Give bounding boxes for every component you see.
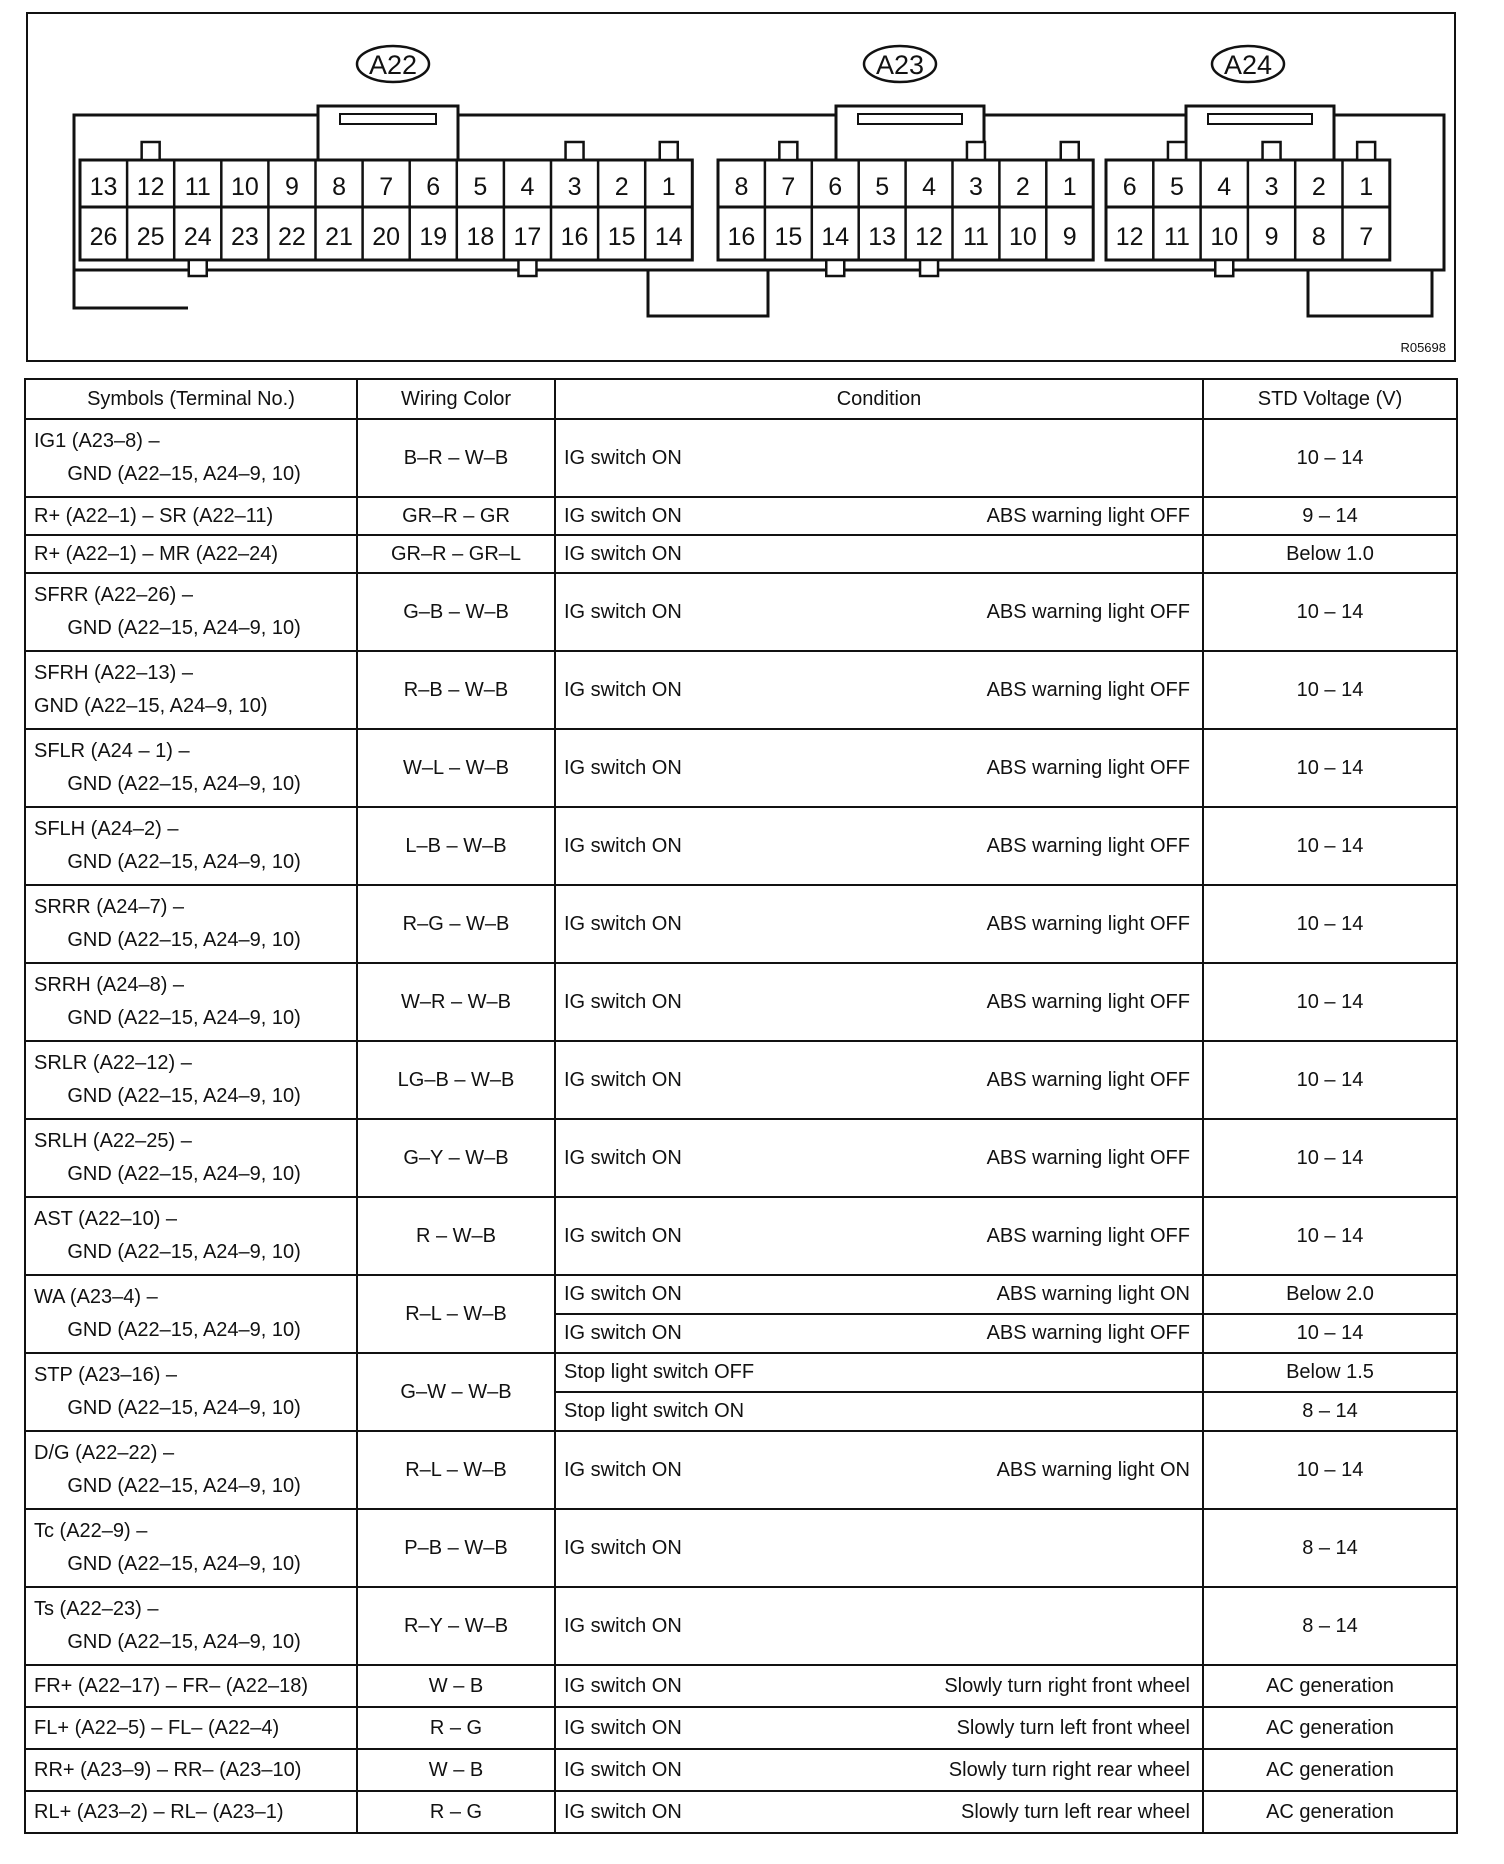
condition-cell [555, 1119, 1203, 1197]
wiring-color-cell: P–B – W–B [357, 1509, 555, 1587]
std-voltage-cell: AC generation [1203, 1707, 1457, 1749]
wiring-color-cell: W – B [357, 1749, 555, 1791]
std-voltage-cell: 10 – 14 [1203, 729, 1457, 807]
wiring-color-cell: R–L – W–B [357, 1431, 555, 1509]
pin-number: 14 [821, 223, 850, 251]
std-voltage-cell: Below 1.5 [1203, 1353, 1457, 1392]
condition-cell [555, 1197, 1203, 1275]
condition-left-text: IG switch ON [564, 1674, 682, 1697]
pin-number: 5 [1169, 173, 1184, 201]
pin-number: 3 [567, 173, 582, 201]
table-row [25, 1041, 1457, 1119]
pin-number: 10 [1210, 223, 1239, 251]
condition-cell [555, 807, 1203, 885]
condition-left-text: IG switch ON [564, 990, 682, 1013]
pin-number: 4 [1217, 173, 1232, 201]
condition-left-text: IG switch ON [564, 912, 682, 935]
pin-number: 20 [372, 223, 401, 251]
condition-cell [555, 1509, 1203, 1587]
wiring-color-cell: G–B – W–B [357, 573, 555, 651]
condition-right-text: ABS warning light OFF [986, 1224, 1190, 1247]
std-voltage-cell: 8 – 14 [1203, 1509, 1457, 1587]
std-voltage-cell: AC generation [1203, 1749, 1457, 1791]
condition-left-text: IG switch ON [564, 1322, 682, 1344]
table-row [25, 1587, 1457, 1665]
symbol-cell: Tc (A22–9) – GND (A22–15, A24–9, 10) [25, 1509, 357, 1587]
condition-cell [555, 1587, 1203, 1665]
pin-number: 9 [1264, 223, 1279, 251]
symbol-cell: RR+ (A23–9) – RR– (A23–10) [25, 1749, 357, 1791]
symbol-cell: FR+ (A22–17) – FR– (A22–18) [25, 1665, 357, 1707]
pin-number: 17 [513, 223, 542, 251]
table-row [25, 1197, 1457, 1275]
pin-number: 1 [1062, 173, 1077, 201]
pin-number: 12 [1115, 223, 1144, 251]
pin-number: 7 [379, 173, 394, 201]
connector-diagram-svg [28, 14, 1454, 360]
condition-cell [555, 573, 1203, 651]
key-bump-top [1168, 142, 1186, 160]
key-bump-bottom [920, 260, 938, 276]
condition-right-text: ABS warning light OFF [986, 1322, 1190, 1344]
pin-number: 11 [1163, 223, 1190, 251]
key-bump-bottom [189, 260, 207, 276]
pin-number: 10 [230, 173, 259, 201]
pin-number: 2 [1311, 173, 1326, 201]
condition-left-text: IG switch ON [564, 600, 682, 623]
housing-foot-right [1308, 270, 1432, 316]
header-std-voltage: STD Voltage (V) [1203, 379, 1457, 419]
pin-number: 7 [1359, 223, 1374, 251]
symbol-cell: D/G (A22–22) – GND (A22–15, A24–9, 10) [25, 1431, 357, 1509]
pin-number: 12 [915, 223, 943, 251]
condition-left-text: IG switch ON [564, 1283, 682, 1305]
pin-number: 9 [1062, 223, 1077, 251]
table-row [25, 1509, 1457, 1587]
table-row [25, 419, 1457, 497]
key-bump-top [1061, 142, 1079, 160]
wiring-color-cell: L–B – W–B [357, 807, 555, 885]
pin-number: 15 [774, 223, 803, 251]
symbol-cell: FL+ (A22–5) – FL– (A22–4) [25, 1707, 357, 1749]
std-voltage-cell: AC generation [1203, 1665, 1457, 1707]
wiring-color-cell: G–W – W–B [357, 1353, 555, 1431]
terminal-voltage-table [24, 378, 1458, 1834]
condition-left-text: IG switch ON [564, 1146, 682, 1169]
symbol-cell: SFLR (A24 – 1) – GND (A22–15, A24–9, 10) [25, 729, 357, 807]
pin-number: 13 [868, 223, 897, 251]
condition-right-text: Slowly turn right front wheel [944, 1674, 1190, 1697]
condition-cell [555, 1707, 1203, 1749]
table-row [25, 535, 1457, 573]
std-voltage-cell: 10 – 14 [1203, 807, 1457, 885]
condition-cell [555, 1791, 1203, 1833]
key-bump-top [660, 142, 678, 160]
condition-left-text: IG switch ON [564, 834, 682, 857]
table-row [25, 1707, 1457, 1749]
pin-number: 2 [614, 173, 629, 201]
table-row [25, 1353, 1457, 1392]
pin-number: 12 [136, 173, 165, 201]
pin-number: 1 [661, 173, 676, 201]
pin-number: 8 [1311, 223, 1326, 251]
pin-number: 25 [136, 223, 165, 251]
connector-diagram [26, 12, 1456, 362]
condition-cell [555, 497, 1203, 535]
symbol-cell: AST (A22–10) – GND (A22–15, A24–9, 10) [25, 1197, 357, 1275]
wiring-color-cell: GR–R – GR [357, 497, 555, 535]
std-voltage-cell: 8 – 14 [1203, 1392, 1457, 1431]
table-row [25, 885, 1457, 963]
condition-cell [555, 1353, 1203, 1392]
pin-number: 6 [828, 173, 843, 201]
pin-number: 10 [1008, 223, 1037, 251]
table-row [25, 651, 1457, 729]
connector-label: A23 [875, 50, 925, 80]
wiring-color-cell: R–B – W–B [357, 651, 555, 729]
wiring-color-cell: GR–R – GR–L [357, 535, 555, 573]
symbol-cell: SFRR (A22–26) – GND (A22–15, A24–9, 10) [25, 573, 357, 651]
std-voltage-cell: 10 – 14 [1203, 651, 1457, 729]
std-voltage-cell: 10 – 14 [1203, 573, 1457, 651]
pin-number: 6 [426, 173, 441, 201]
key-bump-top [566, 142, 584, 160]
key-bump-top [1263, 142, 1281, 160]
table-row [25, 963, 1457, 1041]
condition-left-text: IG switch ON [564, 756, 682, 779]
condition-cell [555, 1392, 1203, 1431]
condition-cell [555, 1665, 1203, 1707]
pin-number: 6 [1122, 173, 1137, 201]
pin-number: 9 [284, 173, 299, 201]
condition-left-text: IG switch ON [564, 1716, 682, 1739]
wiring-color-cell: R–Y – W–B [357, 1587, 555, 1665]
condition-cell [555, 651, 1203, 729]
pin-number: 19 [419, 223, 448, 251]
condition-cell [555, 963, 1203, 1041]
condition-cell [555, 729, 1203, 807]
condition-right-text: ABS warning light OFF [986, 834, 1190, 857]
condition-right-text: ABS warning light OFF [986, 504, 1190, 527]
pin-number: 21 [325, 223, 353, 251]
wiring-color-cell: R–G – W–B [357, 885, 555, 963]
condition-left-text: IG switch ON [564, 542, 682, 565]
pin-number: 3 [1264, 173, 1279, 201]
condition-left-text: IG switch ON [564, 504, 682, 527]
symbol-cell: RL+ (A23–2) – RL– (A23–1) [25, 1791, 357, 1833]
pin-number: 2 [1015, 173, 1030, 201]
key-bump-bottom [518, 260, 536, 276]
header-symbols: Symbols (Terminal No.) [25, 379, 357, 419]
condition-left-text: IG switch ON [564, 1536, 682, 1559]
condition-right-text: Slowly turn left rear wheel [961, 1800, 1190, 1823]
symbol-cell: R+ (A22–1) – SR (A22–11) [25, 497, 357, 535]
pin-number: 14 [654, 223, 683, 251]
condition-left-text: Stop light switch OFF [564, 1361, 755, 1383]
pin-number: 23 [230, 223, 259, 251]
symbol-cell: WA (A23–4) – GND (A22–15, A24–9, 10) [25, 1275, 357, 1353]
condition-cell [555, 1431, 1203, 1509]
pin-number: 16 [727, 223, 756, 251]
condition-left-text: IG switch ON [564, 446, 682, 469]
symbol-cell: SFRH (A22–13) – GND (A22–15, A24–9, 10) [25, 651, 357, 729]
pin-number: 24 [183, 223, 212, 251]
pin-number: 8 [734, 173, 749, 201]
symbol-cell: Ts (A22–23) – GND (A22–15, A24–9, 10) [25, 1587, 357, 1665]
std-voltage-cell: 9 – 14 [1203, 497, 1457, 535]
condition-right-text: Slowly turn right rear wheel [948, 1758, 1190, 1781]
condition-left-text: IG switch ON [564, 1614, 682, 1637]
wiring-color-cell: W–R – W–B [357, 963, 555, 1041]
condition-right-text: ABS warning light OFF [986, 990, 1190, 1013]
pin-number: 11 [962, 223, 989, 251]
std-voltage-cell: 10 – 14 [1203, 1041, 1457, 1119]
figure-reference-code: R05698 [1400, 340, 1446, 355]
header-condition: Condition [555, 379, 1203, 419]
condition-right-text: ABS warning light OFF [986, 600, 1190, 623]
key-bump-top [142, 142, 160, 160]
connector-label: A22 [368, 50, 418, 80]
condition-right-text: ABS warning light OFF [986, 756, 1190, 779]
wiring-color-cell: LG–B – W–B [357, 1041, 555, 1119]
pin-number: 26 [89, 223, 118, 251]
condition-cell [555, 1041, 1203, 1119]
wiring-color-cell: W – B [357, 1665, 555, 1707]
pin-number: 8 [332, 173, 347, 201]
header-wiring-color: Wiring Color [357, 379, 555, 419]
key-bump-top [779, 142, 797, 160]
std-voltage-cell: 10 – 14 [1203, 419, 1457, 497]
table-row [25, 1275, 1457, 1314]
condition-left-text: IG switch ON [564, 678, 682, 701]
symbol-cell: R+ (A22–1) – MR (A22–24) [25, 535, 357, 573]
std-voltage-cell: 10 – 14 [1203, 1197, 1457, 1275]
pin-number: 7 [781, 173, 796, 201]
condition-right-text: ABS warning light OFF [986, 912, 1190, 935]
symbol-cell: IG1 (A23–8) – GND (A22–15, A24–9, 10) [25, 419, 357, 497]
symbol-cell: SRLH (A22–25) – GND (A22–15, A24–9, 10) [25, 1119, 357, 1197]
condition-cell [555, 885, 1203, 963]
condition-right-text: ABS warning light OFF [986, 1146, 1190, 1169]
table-row [25, 1791, 1457, 1833]
table-row [25, 1749, 1457, 1791]
condition-right-text: ABS warning light ON [996, 1458, 1190, 1481]
condition-left-text: IG switch ON [564, 1068, 682, 1091]
pin-number: 5 [875, 173, 890, 201]
key-bump-top [1357, 142, 1375, 160]
symbol-cell: STP (A23–16) – GND (A22–15, A24–9, 10) [25, 1353, 357, 1431]
key-bump-top [967, 142, 985, 160]
wiring-color-cell: W–L – W–B [357, 729, 555, 807]
std-voltage-cell: AC generation [1203, 1791, 1457, 1833]
table-row [25, 573, 1457, 651]
std-voltage-cell: Below 1.0 [1203, 535, 1457, 573]
wiring-color-cell: R – W–B [357, 1197, 555, 1275]
condition-right-text: ABS warning light ON [996, 1283, 1190, 1305]
table-header-row [25, 379, 1457, 419]
pin-number: 4 [520, 173, 535, 201]
condition-right-text: Slowly turn left front wheel [956, 1716, 1190, 1739]
symbol-cell: SRLR (A22–12) – GND (A22–15, A24–9, 10) [25, 1041, 357, 1119]
table-row [25, 1119, 1457, 1197]
pin-number: 22 [278, 223, 306, 251]
condition-left-text: Stop light switch ON [564, 1400, 745, 1422]
condition-cell [555, 1749, 1203, 1791]
wiring-color-cell: G–Y – W–B [357, 1119, 555, 1197]
condition-left-text: IG switch ON [564, 1800, 682, 1823]
symbol-cell: SRRR (A24–7) – GND (A22–15, A24–9, 10) [25, 885, 357, 963]
condition-left-text: IG switch ON [564, 1224, 682, 1247]
condition-left-text: IG switch ON [564, 1758, 682, 1781]
pin-number: 18 [466, 223, 495, 251]
condition-cell [555, 419, 1203, 497]
key-bump-bottom [826, 260, 844, 276]
table-row [25, 1665, 1457, 1707]
wiring-color-cell: R – G [357, 1791, 555, 1833]
pin-number: 13 [89, 173, 118, 201]
std-voltage-cell: 10 – 14 [1203, 1119, 1457, 1197]
table-body [25, 419, 1457, 1833]
wiring-color-cell: R–L – W–B [357, 1275, 555, 1353]
symbol-cell: SFLH (A24–2) – GND (A22–15, A24–9, 10) [25, 807, 357, 885]
condition-left-text: IG switch ON [564, 1458, 682, 1481]
pin-number: 4 [922, 173, 937, 201]
std-voltage-cell: Below 2.0 [1203, 1275, 1457, 1314]
pin-number: 11 [184, 173, 211, 201]
std-voltage-cell: 8 – 14 [1203, 1587, 1457, 1665]
table-row [25, 729, 1457, 807]
std-voltage-cell: 10 – 14 [1203, 885, 1457, 963]
pin-number: 5 [473, 173, 488, 201]
std-voltage-cell: 10 – 14 [1203, 1431, 1457, 1509]
std-voltage-cell: 10 – 14 [1203, 963, 1457, 1041]
condition-cell [555, 1275, 1203, 1314]
symbol-cell: SRRH (A24–8) – GND (A22–15, A24–9, 10) [25, 963, 357, 1041]
table-row [25, 1431, 1457, 1509]
wiring-color-cell: B–R – W–B [357, 419, 555, 497]
condition-cell [555, 1314, 1203, 1353]
condition-right-text: ABS warning light OFF [986, 678, 1190, 701]
condition-right-text: ABS warning light OFF [986, 1068, 1190, 1091]
housing-foot-left [74, 270, 188, 308]
connector-label: A24 [1223, 50, 1273, 80]
condition-cell [555, 535, 1203, 573]
housing-foot-center [648, 270, 768, 316]
pin-number: 3 [968, 173, 983, 201]
table-row [25, 497, 1457, 535]
pin-number: 16 [560, 223, 589, 251]
pin-number: 15 [607, 223, 636, 251]
key-bump-bottom [1215, 260, 1233, 276]
std-voltage-cell: 10 – 14 [1203, 1314, 1457, 1353]
pin-number: 1 [1359, 173, 1374, 201]
wiring-color-cell: R – G [357, 1707, 555, 1749]
table-row [25, 807, 1457, 885]
